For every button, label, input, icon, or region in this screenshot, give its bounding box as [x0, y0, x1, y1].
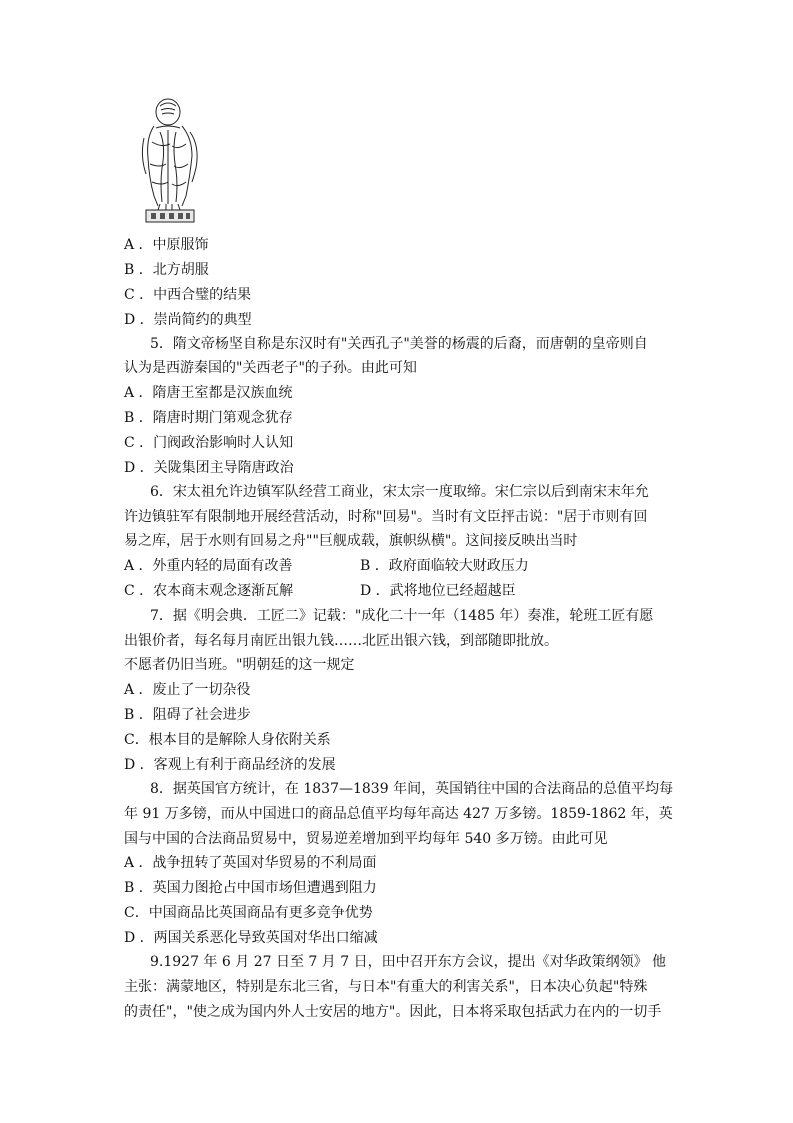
q8-stem-line-1: 8．据英国官方统计，在 1837—1839 年间，英国销往中国的合法商品的总值平均每: [150, 781, 674, 797]
q5-option-b: B ．隋唐时期门第观念犹存: [124, 410, 293, 426]
q6-option-a: A ．外重内轻的局面有改善: [124, 558, 293, 574]
q6-stem-line-1: 6．宋太祖允许边镇军队经营工商业，宋太宗一度取缔。宋仁宗以后到南宋末年允: [150, 484, 649, 500]
q7-stem-line-2: 出银价者，每名每月南匠出银九钱……北匠出银六钱，到部随即批放。: [124, 633, 558, 649]
q9-stem-line-3: 的责任"，"使之成为国内外人士安居的地方"。因此，日本将采取包括武力在内的一切手: [124, 1004, 662, 1020]
q5-option-c: C ．门阀政治影响时人认知: [124, 435, 294, 451]
buddhist-statue-illustration: [132, 98, 207, 223]
q6-option-d: D ．武将地位已经超越臣: [360, 583, 516, 599]
q8-option-c: C．中国商品比英国商品有更多竞争优势: [124, 905, 373, 921]
q7-option-d: D ．客观上有利于商品经济的发展: [124, 757, 336, 773]
q8-option-a: A ．战争扭转了英国对华贸易的不利局面: [124, 855, 377, 871]
q7-option-a: A ．废止了一切杂役: [124, 682, 251, 698]
q7-stem-line-3: 不愿者仍旧当班。"明朝廷的这一规定: [124, 657, 355, 673]
q9-stem-line-1: 9.1927 年 6 月 27 日至 7 月 7 日，田中召开东方会议，提出《对华政策纲领》 他: [150, 954, 667, 970]
q4-option-d: D ．崇尚简约的典型: [124, 312, 252, 328]
q8-stem-line-2: 年 91 万多镑，而从中国进口的商品总值平均每年高达 427 万多镑。1859-1862 年，英: [124, 806, 673, 822]
q9-stem-line-2: 主张：满蒙地区，特别是东北三省，与日本"有重大的利害关系"，日本决心负起"特殊: [124, 979, 648, 995]
q4-option-c: C ．中西合璧的结果: [124, 287, 252, 303]
q5-option-d: D ．关陇集团主导隋唐政治: [124, 460, 294, 476]
q4-option-b: B ．北方胡服: [124, 262, 209, 278]
q5-option-a: A ．隋唐王室都是汉族血统: [124, 385, 293, 401]
q6-stem-line-3: 易之库，居于水则有回易之舟""巨舰成载，旗帜纵横"。这间接反映出当时: [124, 533, 578, 549]
q7-stem-line-1: 7．据《明会典．工匠二》记载："成化二十一年（1485 年）奏准，轮班工匠有愿: [150, 608, 654, 624]
q7-option-b: B ．阻碍了社会进步: [124, 707, 251, 723]
q6-option-b: B ．政府面临较大财政压力: [360, 558, 529, 574]
q8-option-b: B ．英国力图抢占中国市场但遭遇到阻力: [124, 880, 377, 896]
q5-stem-line-1: 5．隋文帝杨坚自称是东汉时有"关西孔子"美誉的杨震的后裔，而唐朝的皇帝则自: [150, 336, 648, 352]
q4-option-a: A ．中原服饰: [124, 237, 209, 253]
q8-option-d: D ．两国关系恶化导致英国对华出口缩减: [124, 930, 378, 946]
q6-option-c: C ．农本商末观念逐渐瓦解: [124, 583, 294, 599]
q5-stem-line-2: 认为是西游秦国的"关西老子"的子孙。由此可知: [124, 360, 417, 376]
q6-stem-line-2: 许边镇驻军有限制地开展经营活动，时称"回易"。当时有文臣抨击说："居于市则有回: [124, 509, 648, 525]
q8-stem-line-3: 国与中国的合法商品贸易中，贸易逆差增加到平均每年 540 多万镑。由此可见: [124, 831, 608, 847]
q7-option-c: C．根本目的是解除人身依附关系: [124, 732, 331, 748]
